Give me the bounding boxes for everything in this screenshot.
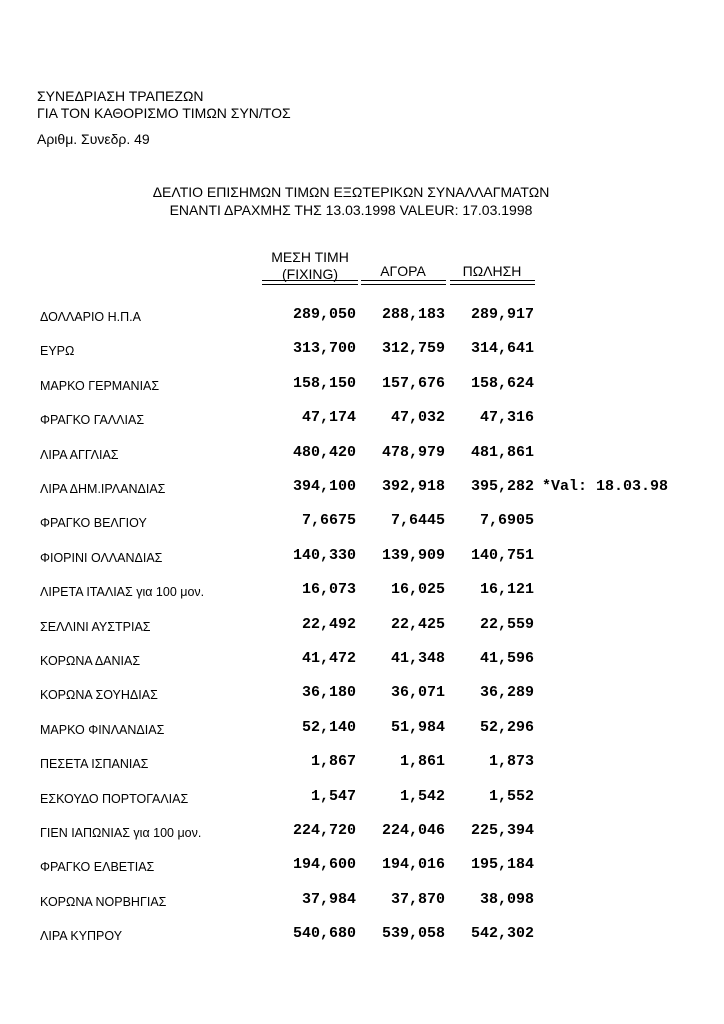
bulletin-date-line: ΕΝΑΝΤΙ ΔΡΑΧΜΗΣ ΤΗΣ 13.03.1998 VALEUR: 17.03.1998: [169, 202, 533, 218]
table-row: [0, 823, 724, 843]
sell-rate: 195,184: [470, 856, 534, 874]
table-row: [0, 513, 724, 533]
fixing-rate: 289,050: [292, 306, 356, 323]
sell-rate: 36,289: [479, 684, 534, 702]
header-underline: [262, 280, 358, 285]
sell-rate: 395,282: [470, 478, 534, 495]
column-header-buy: ΑΓΟΡΑ: [380, 263, 426, 279]
table-row: [0, 548, 724, 568]
currency-name: ΛΙΡΑ ΚΥΠΡΟΥ: [40, 929, 123, 944]
currency-name: ΓΙΕΝ ΙΑΠΩΝΙΑΣ για 100 μον.: [40, 826, 202, 840]
currency-name: ΕΣΚΟΥΔΟ ΠΟΡΤΟΓΑΛΙΑΣ: [40, 791, 189, 806]
table-row: [0, 754, 724, 774]
buy-rate: 312,759: [381, 340, 445, 358]
table-row: [0, 445, 724, 465]
sell-rate: 7,6905: [479, 512, 534, 530]
buy-rate: 7,6445: [390, 512, 445, 530]
fixing-rate: 1,547: [310, 787, 356, 805]
table-row: [0, 582, 724, 602]
fixing-rate: 1,867: [310, 753, 356, 771]
table-row: [0, 926, 724, 946]
buy-rate: 392,918: [381, 478, 445, 495]
buy-rate: 288,183: [381, 306, 445, 323]
sell-rate: 1,873: [488, 753, 534, 771]
fixing-rate: 41,472: [301, 650, 356, 667]
table-row: [0, 341, 724, 361]
currency-name: ΣΕΛΛΙΝΙ ΑΥΣΤΡΙΑΣ: [40, 619, 151, 634]
table-row: [0, 892, 724, 912]
fixing-rate: 313,700: [292, 340, 356, 358]
currency-name: ΦΡΑΓΚΟ ΓΑΛΛΙΑΣ: [40, 413, 145, 428]
fixing-rate: 7,6675: [301, 512, 356, 530]
rate-setting-heading: ΓΙΑ ΤΟΝ ΚΑΘΟΡΙΣΜΟ ΤΙΜΩΝ ΣΥΝ/ΤΟΣ: [37, 105, 291, 121]
fixing-rate: 37,984: [301, 890, 356, 908]
table-row: [0, 307, 724, 327]
sell-rate: 41,596: [479, 650, 534, 667]
value-date-note: *Val: 18.03.98: [542, 478, 669, 495]
buy-rate: 16,025: [390, 581, 445, 599]
buy-rate: 1,861: [399, 753, 445, 771]
buy-rate: 1,542: [399, 787, 445, 805]
currency-name: ΛΙΡΕΤΑ ΙΤΑΛΙΑΣ για 100 μον.: [40, 585, 205, 600]
currency-name: ΔΟΛΛΑΡΙΟ Η.Π.Α: [40, 310, 141, 324]
fixing-rate: 394,100: [292, 478, 356, 495]
session-number: Αριθμ. Συνεδρ. 49: [37, 131, 150, 147]
currency-name: ΚΟΡΩΝΑ ΣΟΥΗΔΙΑΣ: [40, 688, 158, 703]
fixing-rate: 52,140: [301, 718, 356, 736]
currency-name: ΜΑΡΚΟ ΓΕΡΜΑΝΙΑΣ: [40, 378, 160, 393]
fixing-rate: 480,420: [292, 443, 356, 461]
sell-rate: 1,552: [488, 787, 534, 805]
buy-rate: 478,979: [381, 443, 445, 461]
sell-rate: 140,751: [470, 546, 534, 564]
sell-rate: 38,098: [479, 890, 534, 908]
currency-name: ΠΕΣΕΤΑ ΙΣΠΑΝΙΑΣ: [40, 757, 149, 772]
sell-rate: 542,302: [470, 925, 534, 943]
table-row: [0, 479, 724, 499]
sell-rate: 22,559: [479, 615, 534, 633]
currency-name: ΚΟΡΩΝΑ ΝΟΡΒΗΓΙΑΣ: [40, 894, 167, 909]
fixing-rate: 36,180: [301, 684, 356, 702]
buy-rate: 51,984: [390, 718, 445, 736]
sell-rate: 289,917: [470, 306, 534, 323]
table-row: [0, 857, 724, 877]
bulletin-title: ΔΕΛΤΙΟ ΕΠΙΣΗΜΩΝ ΤΙΜΩΝ ΕΞΩΤΕΡΙΚΩΝ ΣΥΝΑΛΛΑΓΜΑΤΩΝ: [152, 184, 550, 200]
buy-rate: 36,071: [390, 684, 445, 702]
column-header-sell: ΠΩΛΗΣΗ: [462, 263, 522, 279]
buy-rate: 37,870: [390, 890, 445, 908]
table-row: [0, 410, 724, 430]
table-row: [0, 685, 724, 705]
fixing-rate: 540,680: [292, 925, 356, 943]
sell-rate: 314,641: [470, 340, 534, 358]
header-underline: [361, 280, 446, 285]
currency-name: ΦΙΟΡΙΝΙ ΟΛΛΑΝΔΙΑΣ: [40, 550, 163, 565]
table-row: [0, 651, 724, 671]
currency-name: ΦΡΑΓΚΟ ΒΕΛΓΙΟΥ: [40, 516, 147, 531]
sell-rate: 16,121: [479, 581, 534, 599]
header-underline: [450, 280, 535, 285]
fixing-rate: 16,073: [301, 581, 356, 599]
sell-rate: 225,394: [470, 822, 534, 839]
buy-rate: 47,032: [390, 409, 445, 427]
fixing-rate: 224,720: [292, 822, 356, 839]
table-row: [0, 617, 724, 637]
currency-name: ΕΥΡΩ: [40, 344, 75, 359]
sell-rate: 158,624: [470, 374, 534, 392]
buy-rate: 157,676: [381, 374, 445, 392]
fixing-rate: 22,492: [301, 615, 356, 633]
fixing-rate: 194,600: [292, 856, 356, 874]
buy-rate: 539,058: [381, 925, 445, 943]
column-header-fixing-sub: (FIXING): [282, 266, 338, 282]
buy-rate: 22,425: [390, 615, 445, 633]
fixing-rate: 140,330: [292, 546, 356, 564]
sell-rate: 52,296: [479, 718, 534, 736]
sell-rate: 47,316: [479, 409, 534, 427]
fixing-rate: 47,174: [301, 409, 356, 427]
buy-rate: 224,046: [381, 822, 445, 839]
fixing-rate: 158,150: [292, 374, 356, 392]
currency-name: ΚΟΡΩΝΑ ΔΑΝΙΑΣ: [40, 654, 141, 668]
currency-name: ΜΑΡΚΟ ΦΙΝΛΑΝΔΙΑΣ: [40, 722, 165, 737]
table-row: [0, 789, 724, 809]
currency-name: ΛΙΡΑ ΑΓΓΛΙΑΣ: [40, 447, 119, 462]
bank-session-heading: ΣΥΝΕΔΡΙΑΣΗ ΤΡΑΠΕΖΩΝ: [37, 88, 204, 104]
buy-rate: 139,909: [381, 546, 445, 564]
sell-rate: 481,861: [470, 443, 534, 461]
table-row: [0, 720, 724, 740]
currency-name: ΛΙΡΑ ΔΗΜ.ΙΡΛΑΝΔΙΑΣ: [40, 482, 166, 496]
currency-name: ΦΡΑΓΚΟ ΕΛΒΕΤΙΑΣ: [40, 860, 155, 875]
buy-rate: 194,016: [381, 856, 445, 874]
buy-rate: 41,348: [390, 650, 445, 667]
table-row: [0, 376, 724, 396]
column-header-fixing: ΜΕΣΗ ΤΙΜΗ: [271, 249, 349, 265]
